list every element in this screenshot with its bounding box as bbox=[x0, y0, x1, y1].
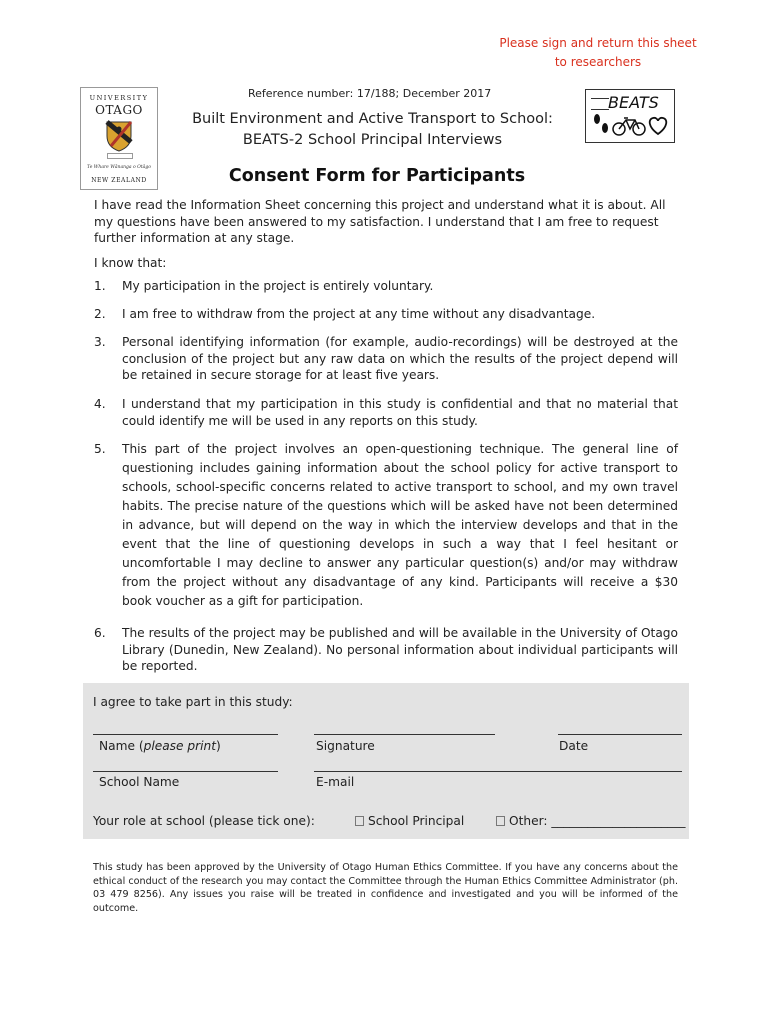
list-item bbox=[94, 334, 678, 386]
return-note bbox=[488, 34, 708, 72]
name-label-end: ) bbox=[216, 739, 221, 753]
otago-scroll-decoration bbox=[107, 153, 133, 159]
list-item-number: 5. bbox=[94, 442, 106, 456]
role-option-other[interactable] bbox=[496, 814, 685, 828]
school-name-label: School Name bbox=[99, 775, 180, 789]
study-title-line2: BEATS-2 School Principal Interviews bbox=[242, 132, 503, 148]
list-item bbox=[94, 396, 678, 430]
list-item-text: My participation in the project is entirely voluntary. bbox=[122, 279, 434, 293]
principal-option-label: School Principal bbox=[368, 814, 465, 828]
list-item-number: 1. bbox=[94, 279, 106, 293]
list-item bbox=[94, 278, 678, 295]
ethics-footer: This study has been approved by the University of Otago Human Ethics Committee. If you have any concerns about the ethical conduct of the research you may contact the Committee through the Human Ethics Committee Administrator (ph. 03 479 8256). Any issues you raise will be treated in confidence and investigated and you will be informed of the outcome. bbox=[93, 862, 678, 914]
name-label-italic: please print bbox=[143, 739, 217, 753]
signature-field[interactable] bbox=[314, 734, 495, 735]
list-item-text: Personal identifying information (for example, audio-recordings) will be destroyed at the conclusion of the project but any raw data on which the results of the project depend will be retained in secure storage for at least five years. bbox=[122, 335, 678, 382]
otago-country-label: NEW ZEALAND bbox=[91, 177, 147, 184]
list-item-text: The results of the project may be published and will be available in the University of Otago Library (Dunedin, New Zealand). No personal information about individual participants will be reported. bbox=[122, 626, 678, 673]
name-label-start: Name ( bbox=[99, 739, 144, 753]
role-label: Your role at school (please tick one): bbox=[93, 814, 315, 828]
date-field[interactable] bbox=[558, 734, 682, 735]
footprints-icon bbox=[592, 113, 610, 137]
otago-name-label: OTAGO bbox=[95, 103, 143, 117]
date-label: Date bbox=[559, 739, 589, 753]
name-field[interactable] bbox=[93, 734, 278, 735]
beats-logo-lines bbox=[591, 98, 609, 110]
role-option-principal[interactable] bbox=[355, 814, 464, 828]
return-note-line2: to researchers bbox=[554, 55, 642, 69]
list-item-number: 2. bbox=[94, 307, 106, 321]
beats-logo-text: BEATS bbox=[608, 93, 659, 112]
list-item bbox=[94, 625, 678, 677]
email-label: E-mail bbox=[316, 775, 355, 789]
list-item bbox=[94, 440, 678, 612]
study-title bbox=[170, 109, 575, 151]
principal-checkbox[interactable] bbox=[355, 816, 364, 826]
signature-label: Signature bbox=[316, 739, 375, 753]
intro-paragraph: I have read the Information Sheet concerning this project and understand what it is about. All my questions have been answered to my satisfaction. I understand that I am free to request further information at any stage. bbox=[94, 198, 666, 245]
beats-logo bbox=[585, 89, 675, 143]
school-name-field[interactable] bbox=[93, 771, 278, 772]
other-checkbox[interactable] bbox=[496, 816, 505, 826]
form-title: Consent Form for Participants bbox=[228, 166, 526, 186]
agree-statement: I agree to take part in this study: bbox=[93, 695, 293, 709]
list-item-number: 6. bbox=[94, 626, 106, 640]
list-item-text: I am free to withdraw from the project at any time without any disadvantage. bbox=[122, 307, 596, 321]
study-title-line1: Built Environment and Active Transport to School: bbox=[192, 111, 553, 127]
list-item bbox=[94, 306, 678, 323]
otago-crest-icon bbox=[105, 120, 133, 152]
otago-motto-label: Te Whare Wānanga o Otāgo bbox=[87, 165, 151, 170]
list-item-text: I understand that my participation in this study is confidential and that no material that could identify me will be used in any reports on this study. bbox=[122, 397, 678, 428]
other-option-label: Other: ______________________ bbox=[509, 814, 686, 828]
heart-icon bbox=[647, 116, 669, 136]
know-label: I know that: bbox=[94, 256, 167, 270]
list-item-text: This part of the project involves an open-questioning technique. The general line of questioning includes gaining information about the school policy for active transport to schools, school-specific concerns related to active transport to school, and my own travel habits. The precise nature of the questions which will be asked have not been determined in advance, but will depend on the way in which the interview develops and that in the event that the line of questioning develops in such a way that I feel hesitant or uncomfortable I may decline to answer any particular question(s) and/or may withdraw from the project without any disadvantage of any kind. Participants will receive a $30 book voucher as a gift for participation. bbox=[122, 442, 678, 608]
name-label bbox=[99, 739, 221, 753]
otago-university-label: UNIVERSITY bbox=[89, 94, 149, 102]
return-note-line1: Please sign and return this sheet bbox=[499, 36, 697, 50]
agreement-box bbox=[83, 683, 689, 839]
list-item-number: 4. bbox=[94, 397, 106, 411]
email-field[interactable] bbox=[314, 771, 682, 772]
bicycle-icon bbox=[612, 116, 646, 136]
list-item-number: 3. bbox=[94, 335, 106, 349]
reference-number: Reference number: 17/188; December 2017 bbox=[248, 87, 492, 100]
